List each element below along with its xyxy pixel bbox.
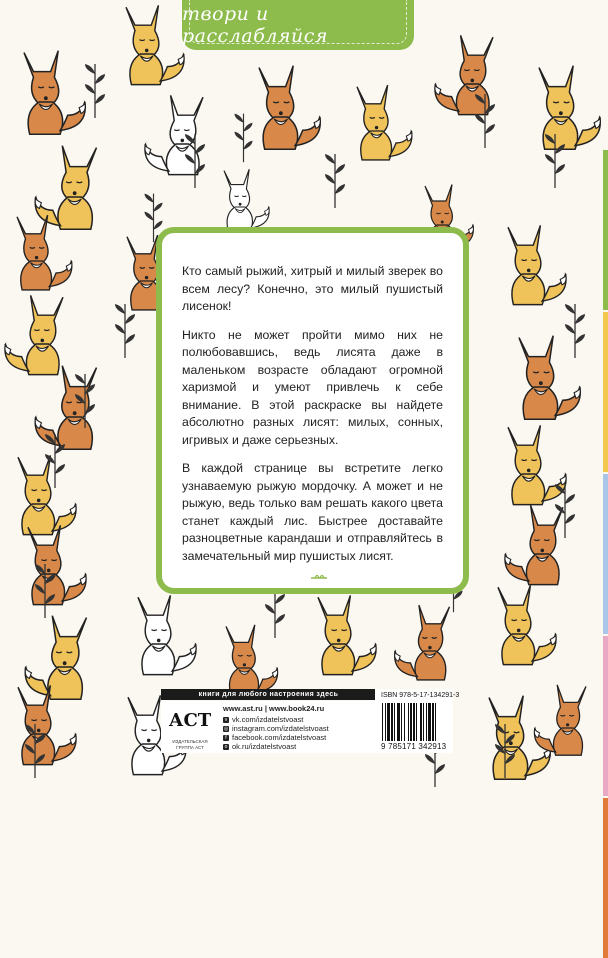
plant-illustration xyxy=(490,720,520,780)
paragraph-1: Кто самый рыжий, хитрый и милый зверек во всем лесу? Конечно, это милый пушистый лисенок! xyxy=(182,264,443,313)
slogan-strip xyxy=(161,689,376,700)
fox-illustration xyxy=(530,680,602,760)
plant-illustration xyxy=(550,480,580,540)
publisher-info xyxy=(161,701,376,753)
ok-icon: o xyxy=(224,743,228,750)
fox-illustration xyxy=(0,210,77,295)
plant-illustration xyxy=(230,110,257,164)
plant-illustration xyxy=(40,430,70,490)
plant-illustration xyxy=(320,150,350,210)
links-block xyxy=(223,704,329,751)
plant-illustration xyxy=(70,370,100,430)
fox-illustration xyxy=(210,165,273,235)
plant-illustration xyxy=(560,300,590,360)
plant-illustration xyxy=(30,560,60,620)
barcode-icon xyxy=(382,703,446,741)
color-tab xyxy=(603,474,608,634)
plant-illustration xyxy=(180,130,210,190)
plant-illustration xyxy=(540,130,570,190)
sprig-icon xyxy=(310,572,328,582)
facebook-icon: f xyxy=(223,735,229,741)
isbn-block xyxy=(375,689,460,753)
publisher-logo xyxy=(167,707,213,751)
isbn-text: ISBN 978-5-17-134291-3 xyxy=(381,692,460,699)
fox-illustration xyxy=(300,590,381,680)
plant-illustration xyxy=(80,60,110,120)
plant-illustration xyxy=(470,90,500,150)
website-link[interactable]: www.ast.ru | www.book24.ru xyxy=(223,704,325,713)
color-tab xyxy=(603,150,608,310)
social-ok[interactable]: o ok.ru/izdatelstvoast xyxy=(224,742,297,751)
fox-illustration xyxy=(490,220,571,310)
slogan-text: книги для любого настроения здесь xyxy=(198,691,339,698)
color-tab xyxy=(603,312,608,472)
barcode-number: 9 785171 342913 xyxy=(381,742,447,751)
logo-caption: ИЗДАТЕЛЬСКАЯ ГРУППА АСТ xyxy=(172,739,208,750)
social-facebook[interactable]: f facebook.com/izdatelstvoast xyxy=(223,733,329,742)
color-tab xyxy=(603,636,608,796)
series-badge xyxy=(182,0,414,50)
vk-icon: v xyxy=(224,716,228,723)
badge-text: твори и расслабляйся xyxy=(182,3,328,47)
description-card xyxy=(156,227,469,594)
social-vk[interactable]: v vk.com/izdatelstvoast xyxy=(224,715,304,724)
social-instagram[interactable]: ◎ instagram.com/izdatelstvoast xyxy=(223,724,329,733)
fox-illustration xyxy=(120,590,201,680)
fox-illustration xyxy=(340,80,417,165)
plant-illustration xyxy=(20,720,50,780)
plant-illustration xyxy=(110,300,140,360)
fox-illustration xyxy=(5,45,91,140)
paragraph-3: В каждой странице вы встретите легко узнаваемую рыжую мордочку. А может и не рыжую, ведь только вам решать какого цвета станет каждый лис. Быстрее доставайте разноцветные карандаши и отправляйтесь в замечательный мир пушистых лисят. xyxy=(182,461,443,563)
fox-illustration xyxy=(108,0,189,90)
fox-illustration xyxy=(480,580,561,670)
color-tab xyxy=(603,798,608,958)
logo-mark: АСТ xyxy=(168,710,212,731)
paragraph-2: Никто не может пройти мимо них не полюбовавшись, ведь лисята даже в маленьком возрасте обладают огромной харизмой и умеют привлечь к себе внимание. В этой раскраске вы найдете абсолютно разных лисят: милых, сонных, игривых и даже серьезных. xyxy=(182,327,443,447)
instagram-icon: ◎ xyxy=(223,725,229,732)
